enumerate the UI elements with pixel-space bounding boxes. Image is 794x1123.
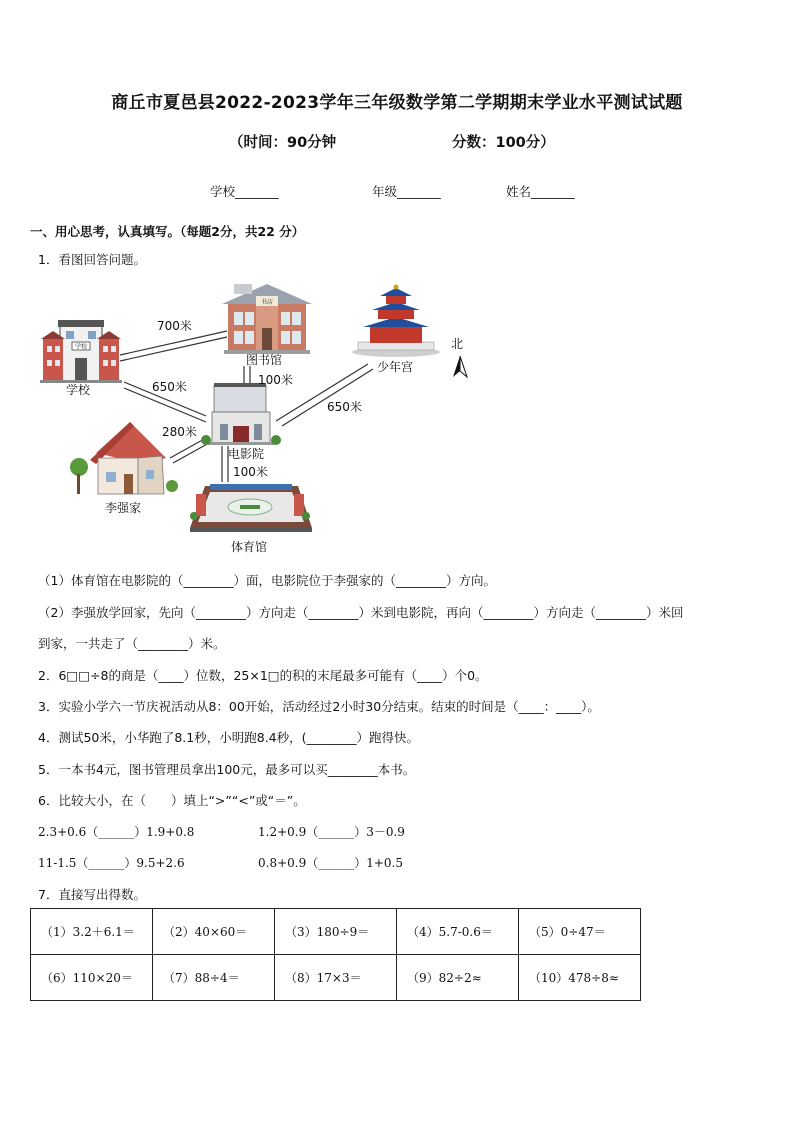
- school-field: 学校_______: [210, 184, 279, 199]
- label-home: 李强家: [104, 501, 142, 515]
- table-row: [31, 955, 641, 1001]
- north-arrow-icon: [453, 356, 467, 377]
- calc-table: [30, 908, 641, 1001]
- question-6: 6．比较大小，在（ ）填上“>”“<”或“＝”。: [38, 793, 306, 808]
- distance-school-library: 700米: [157, 319, 192, 333]
- gym-building: [190, 484, 312, 532]
- distance-library-cinema: 100米: [258, 373, 293, 387]
- distance-cinema-gym: 100米: [233, 465, 268, 479]
- compare-3: 11-1.5（______）9.5+2.6: [38, 856, 185, 870]
- exam-time: （时间：90分钟: [229, 135, 337, 151]
- distance-palace-cinema: 650米: [327, 400, 362, 414]
- label-cinema: 电影院: [227, 447, 265, 461]
- question-1-2: （2）李强放学回家，先向（________）方向走（________）米到电影院，再向（________）方向走（________）米回: [38, 605, 684, 620]
- question-4: 4．测试50米，小华跑了8.1秒，小明跑8.4秒，(________）跑得快。: [38, 730, 419, 745]
- distance-home-cinema: 280米: [162, 425, 197, 439]
- north-label: 北: [451, 337, 464, 351]
- distance-school-cinema: 650米: [152, 380, 187, 394]
- question-5: 5．一本书4元，图书管理员拿出100元，最多可以买________本书。: [38, 762, 416, 777]
- label-gym: 体育馆: [230, 540, 268, 554]
- calc-cell: （9）82÷2≈: [397, 955, 519, 1001]
- calc-cell: （3）180÷9＝: [275, 909, 397, 955]
- calc-cell: （5）0÷47＝: [519, 909, 641, 955]
- compare-2: 1.2+0.9（______）3－0.9: [258, 825, 405, 839]
- label-youth-palace: 少年宫: [376, 360, 414, 374]
- calc-cell: （8）17×3＝: [275, 955, 397, 1001]
- compare-1: 2.3+0.6（______）1.9+0.8: [38, 825, 195, 839]
- question-1: 1．看图回答问题。: [38, 252, 146, 267]
- question-1-1: （1）体育馆在电影院的（________）面，电影院位于李强家的（________）方向。: [38, 573, 496, 588]
- youth-palace-building: [352, 285, 440, 358]
- name-field: 姓名_______: [506, 184, 575, 199]
- calc-cell: （10）478÷8≈: [519, 955, 641, 1001]
- question-7: 7．直接写出得数。: [38, 887, 146, 902]
- calc-cell: （6）110×20＝: [31, 955, 153, 1001]
- cinema-building: [201, 383, 281, 445]
- section-title: 一、用心思考，认真填写。（每题2分，共22 分）: [30, 224, 305, 239]
- library-sign: 书店: [260, 299, 274, 306]
- label-school: 学校: [65, 383, 91, 397]
- question-1-2-cont: 到家，一共走了（________）米。: [38, 636, 226, 651]
- library-building: [222, 284, 312, 354]
- map-illustration: [30, 276, 480, 561]
- exam-score: 分数：100分）: [452, 135, 555, 151]
- compare-4: 0.8+0.9（______）1+0.5: [258, 856, 403, 870]
- grade-field: 年级_______: [372, 184, 441, 199]
- question-2: 2．6□□÷8的商是（____）位数，25×1□的积的末尾最多可能有（____）个0。: [38, 668, 488, 683]
- calc-cell: （7）88÷4＝: [153, 955, 275, 1001]
- table-row: [31, 909, 641, 955]
- question-3: 3．实验小学六一节庆祝活动从8：00开始，活动经过2小时30分结束。结束的时间是（____：____）。: [38, 699, 600, 714]
- school-sign: 学校: [74, 343, 88, 351]
- calc-cell: （2）40×60＝: [153, 909, 275, 955]
- page-title: 商丘市夏邑县2022-2023学年三年级数学第二学期期末学业水平测试试题: [111, 93, 683, 113]
- calc-cell: （1）3.2＋6.1＝: [31, 909, 153, 955]
- label-library: 图书馆: [245, 353, 283, 367]
- calc-cell: （4）5.7-0.6＝: [397, 909, 519, 955]
- school-building: [40, 320, 122, 383]
